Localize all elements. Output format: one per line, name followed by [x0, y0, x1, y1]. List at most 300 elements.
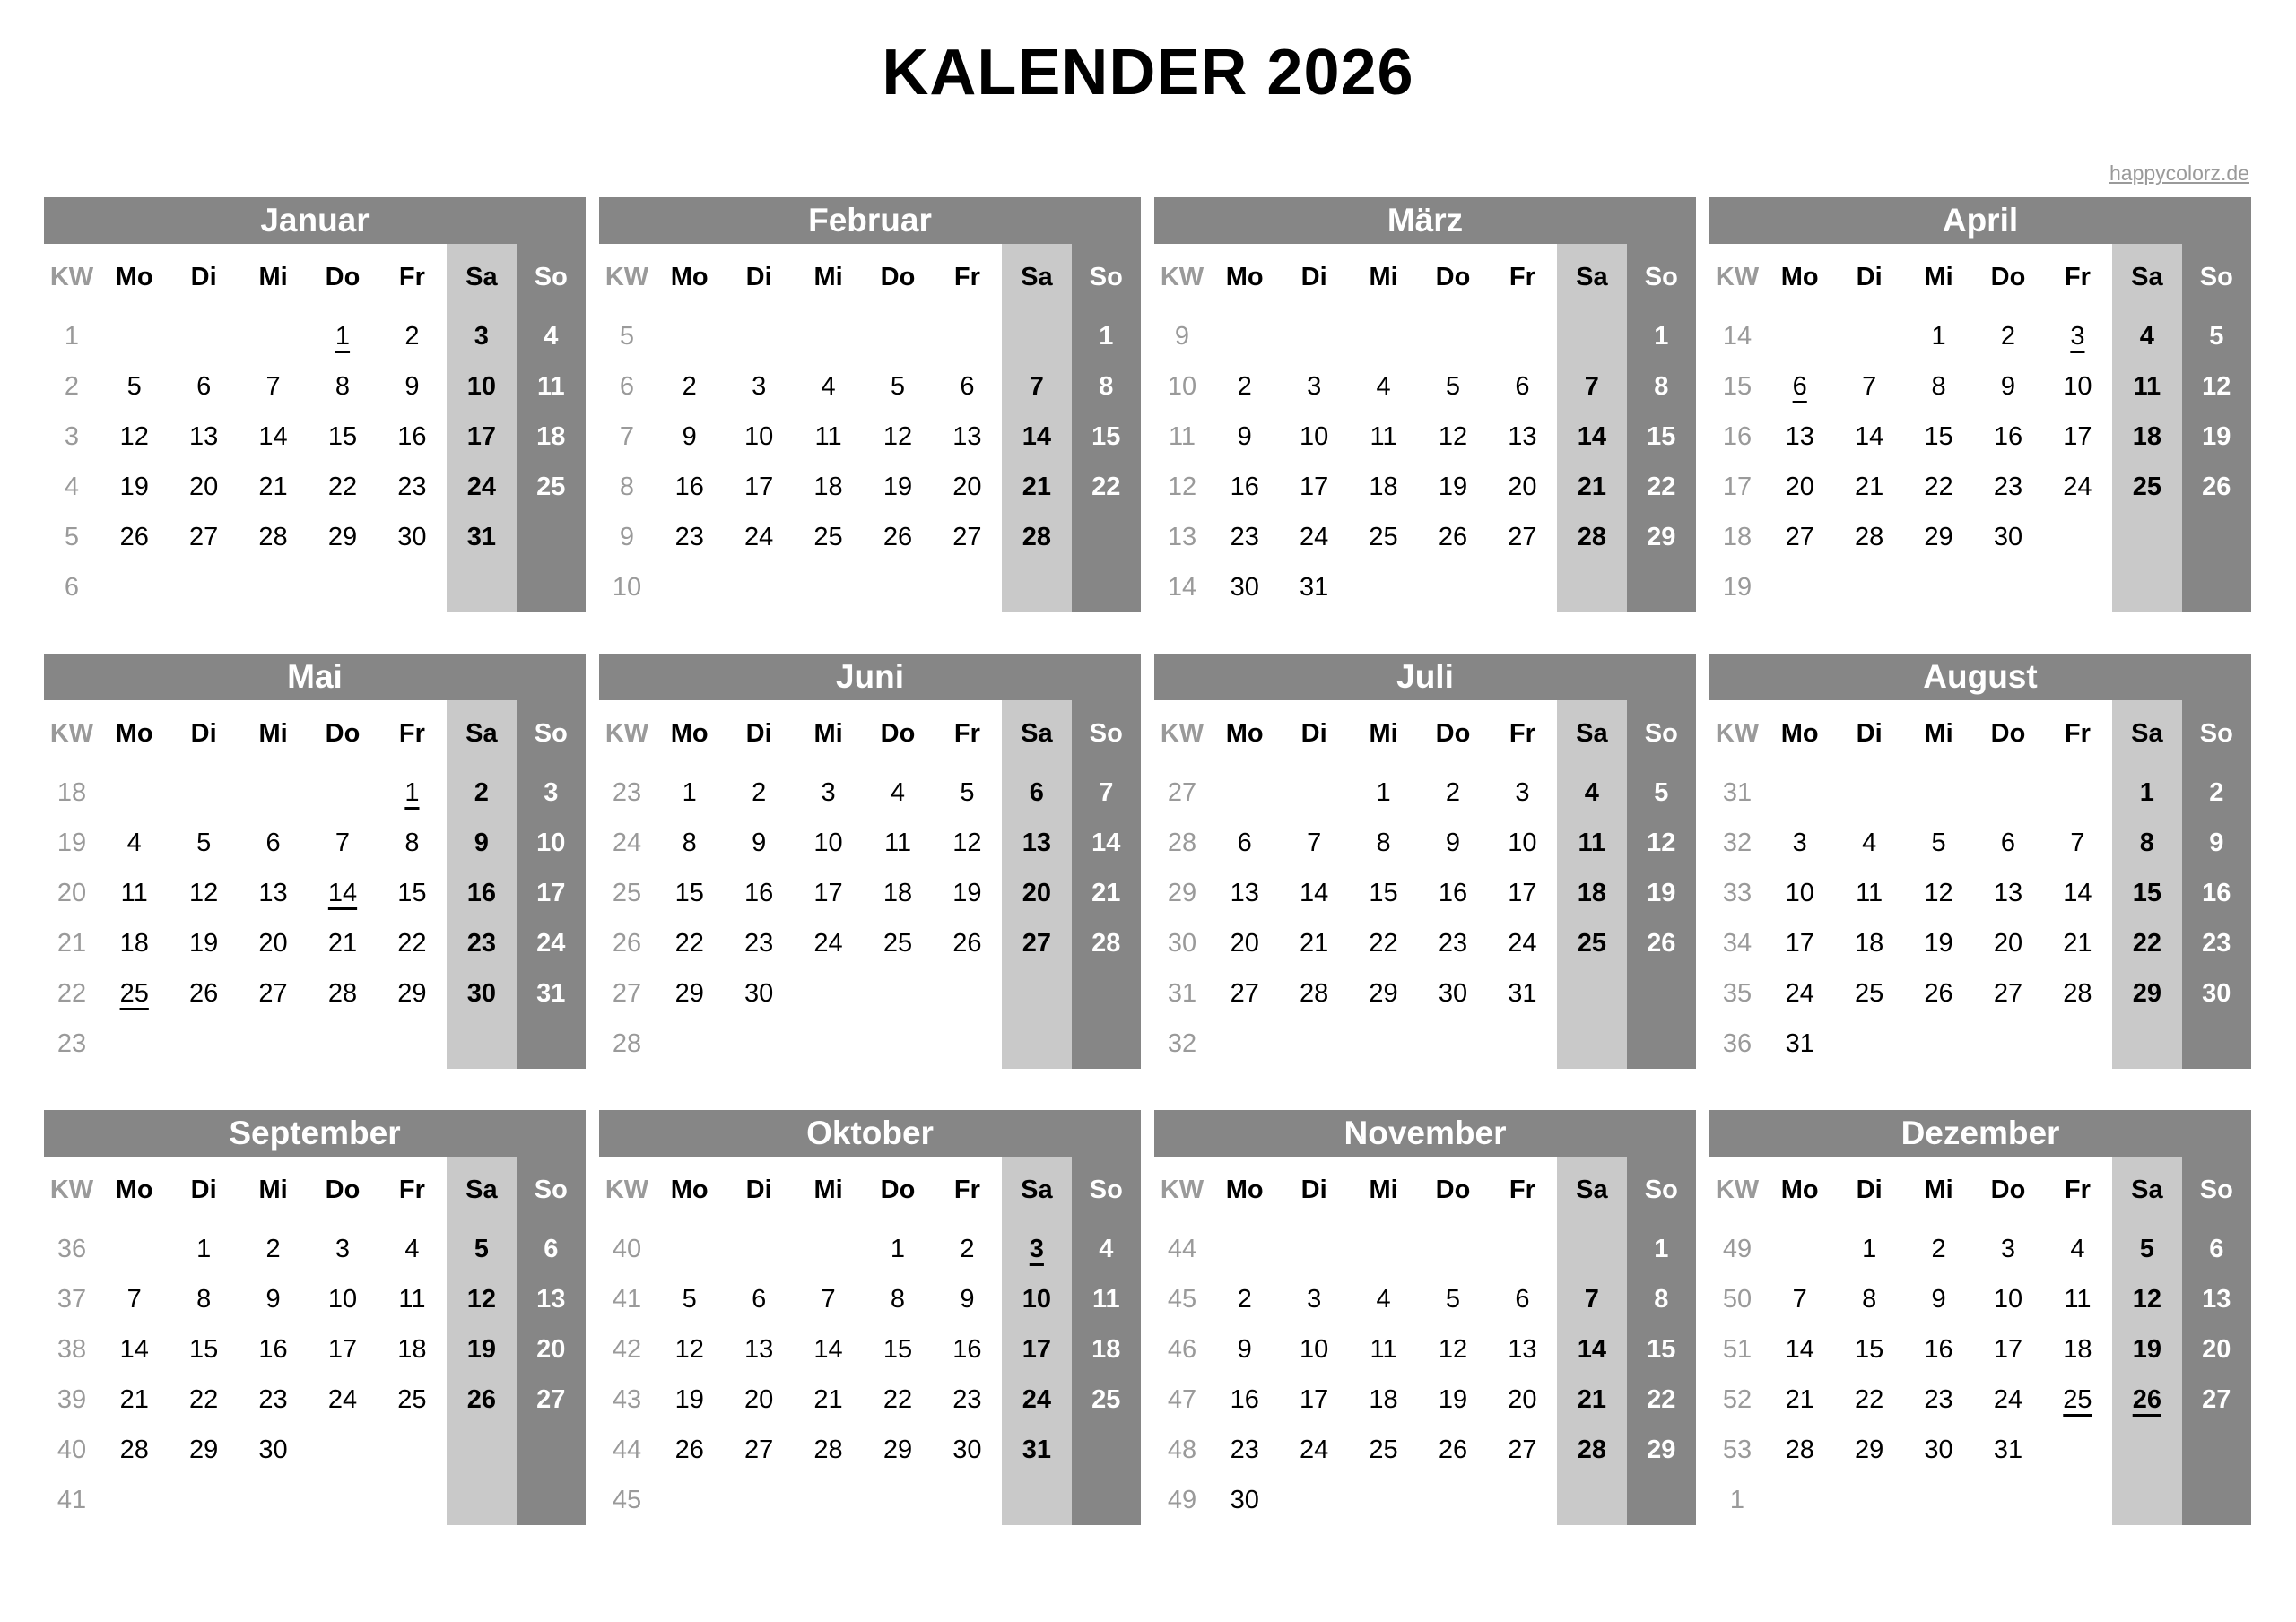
day-cell	[933, 311, 1002, 361]
day-cell	[655, 562, 724, 612]
day-cell	[2043, 512, 2112, 562]
kw-number: 25	[612, 878, 642, 907]
day-cell: 12	[1627, 818, 1696, 868]
day-cell: 22	[883, 1384, 913, 1414]
day-cell: 2	[752, 777, 767, 807]
day-cell	[1557, 968, 1626, 1019]
day-header-kw: KW	[49, 719, 94, 748]
month-title: Mai	[44, 654, 586, 700]
day-cell: 7	[335, 828, 351, 857]
day-header-fr: Fr	[953, 719, 980, 748]
kw-number: 45	[612, 1485, 642, 1514]
day-cell	[1557, 311, 1626, 361]
day-cell: 14	[119, 1334, 149, 1364]
day-cell	[447, 1475, 516, 1525]
day-cell: 4	[2112, 311, 2181, 361]
day-header-kw: KW	[604, 719, 649, 748]
day-cell: 10	[517, 818, 586, 868]
day-header-mo: Mo	[1225, 263, 1264, 291]
day-cell: 9	[1237, 1334, 1252, 1364]
kw-number: 38	[57, 1334, 87, 1364]
day-cell	[1488, 1475, 1557, 1525]
kw-number: 14	[1167, 572, 1197, 602]
day-cell: 10	[813, 828, 843, 857]
day-cell: 13	[1508, 421, 1537, 451]
day-cell: 18	[2063, 1334, 2092, 1364]
month-title: Juli	[1154, 654, 1696, 700]
kw-number: 14	[1722, 321, 1752, 351]
day-cell	[1765, 562, 1834, 612]
day-header-di: Di	[1856, 263, 1883, 291]
day-cell: 18	[883, 878, 913, 907]
day-cell: 14	[1557, 412, 1626, 462]
day-cell: 12	[1438, 1334, 1468, 1364]
day-header-mo: Mo	[670, 1175, 709, 1204]
day-cell: 29	[2112, 968, 2181, 1019]
day-cell: 19	[2182, 412, 2251, 462]
day-header-sa: Sa	[1002, 700, 1071, 768]
day-cell	[794, 968, 863, 1019]
day-cell: 23	[1230, 522, 1259, 551]
day-cell: 25	[813, 522, 843, 551]
day-cell: 2	[1931, 1234, 1946, 1263]
day-cell: 12	[952, 828, 982, 857]
day-cell: 9	[2182, 818, 2251, 868]
day-cell: 12	[447, 1274, 516, 1324]
day-cell: 4	[821, 371, 836, 401]
day-cell: 26	[1438, 522, 1468, 551]
day-cell: 27	[517, 1375, 586, 1425]
day-cell: 11	[1557, 818, 1626, 868]
day-cell: 20	[189, 472, 219, 501]
month-september	[44, 1110, 586, 1525]
day-header-fr: Fr	[953, 1175, 980, 1204]
day-header-sa: Sa	[1557, 244, 1626, 311]
day-cell: 25	[883, 928, 913, 958]
day-cell: 17	[517, 868, 586, 918]
day-cell: 5	[890, 371, 906, 401]
day-cell: 11	[1370, 421, 1397, 451]
day-cell: 16	[1924, 1334, 1953, 1364]
day-cell: 15	[1627, 1324, 1696, 1375]
day-cell: 4	[1376, 1284, 1391, 1314]
kw-number: 6	[619, 371, 635, 401]
day-cell: 30	[1993, 522, 2023, 551]
day-cell: 19	[1438, 472, 1468, 501]
day-cell	[100, 1475, 169, 1525]
day-header-so: So	[1072, 244, 1141, 311]
day-cell: 16	[952, 1334, 982, 1364]
day-cell: 28	[2063, 978, 2092, 1008]
day-cell	[100, 768, 169, 818]
day-cell: 13	[1230, 878, 1259, 907]
day-cell: 2	[960, 1234, 975, 1263]
day-cell: 8	[404, 828, 420, 857]
day-cell	[2182, 562, 2251, 612]
month-table	[44, 1157, 586, 1525]
day-header-sa: Sa	[447, 1157, 516, 1224]
day-cell: 10	[1508, 828, 1537, 857]
day-cell: 5	[960, 777, 975, 807]
day-cell	[1349, 1475, 1418, 1525]
day-cell: 18	[517, 412, 586, 462]
day-cell	[863, 311, 932, 361]
day-cell: 30	[1230, 1485, 1259, 1514]
day-cell: 5	[126, 371, 142, 401]
day-cell: 16	[674, 472, 704, 501]
day-cell	[1834, 1475, 1903, 1525]
month-dezember	[1709, 1110, 2251, 1525]
day-header-so: So	[1072, 700, 1141, 768]
day-cell	[2182, 512, 2251, 562]
day-cell: 26	[674, 1435, 704, 1464]
kw-number: 1	[64, 321, 80, 351]
day-cell: 17	[813, 878, 843, 907]
day-cell: 17	[744, 472, 774, 501]
day-cell	[933, 968, 1002, 1019]
day-cell: 22	[1924, 472, 1953, 501]
day-cell: 21	[1072, 868, 1141, 918]
day-cell: 21	[1855, 472, 1884, 501]
day-cell: 17	[1785, 928, 1814, 958]
day-cell: 20	[1230, 928, 1259, 958]
day-cell: 20	[1508, 1384, 1537, 1414]
day-cell: 14	[1300, 878, 1329, 907]
day-cell: 21	[1002, 462, 1071, 512]
day-cell: 7	[1862, 371, 1877, 401]
day-cell: 21	[1557, 462, 1626, 512]
day-cell: 15	[327, 421, 358, 451]
kw-number: 23	[612, 777, 642, 807]
day-cell	[1418, 1019, 1487, 1069]
page-title: KALENDER 2026	[882, 37, 1414, 108]
day-cell: 30	[397, 522, 427, 551]
day-cell: 12	[674, 1334, 704, 1364]
day-cell	[2112, 1019, 2181, 1069]
kw-number: 8	[619, 472, 635, 501]
day-cell	[794, 1475, 863, 1525]
day-cell: 17	[1508, 878, 1537, 907]
day-cell	[1002, 968, 1071, 1019]
day-cell: 21	[2063, 928, 2092, 958]
day-cell: 16	[1230, 472, 1259, 501]
day-cell	[2112, 1475, 2181, 1525]
day-cell	[794, 562, 863, 612]
day-cell	[239, 1475, 308, 1525]
kw-number: 18	[57, 777, 87, 807]
day-cell: 18	[2112, 412, 2181, 462]
day-cell: 15	[1855, 1334, 1884, 1364]
day-cell: 3	[1515, 777, 1530, 807]
kw-number: 27	[1167, 777, 1197, 807]
day-header-mo: Mo	[1780, 263, 1819, 291]
day-cell: 13	[1785, 421, 1814, 451]
day-cell: 7	[265, 371, 281, 401]
kw-number: 17	[1722, 472, 1752, 501]
day-cell: 23	[1438, 928, 1468, 958]
day-cell: 18	[1855, 928, 1884, 958]
day-cell: 1	[1376, 777, 1391, 807]
day-cell: 15	[1924, 421, 1953, 451]
day-cell: 20	[1993, 928, 2023, 958]
kw-number: 12	[1167, 472, 1197, 501]
day-cell: 29	[1855, 1435, 1884, 1464]
day-cell: 27	[1508, 522, 1537, 551]
day-cell	[2043, 768, 2112, 818]
day-cell	[1557, 562, 1626, 612]
day-cell: 16	[744, 878, 774, 907]
day-cell: 24	[1300, 522, 1329, 551]
day-cell: 19	[119, 472, 149, 501]
day-header-do: Do	[880, 719, 916, 748]
day-header-sa: Sa	[1002, 244, 1071, 311]
day-cell	[2043, 1475, 2112, 1525]
day-cell: 19	[1924, 928, 1953, 958]
kw-number: 4	[64, 472, 80, 501]
day-cell	[2182, 1019, 2251, 1069]
kw-number: 22	[57, 978, 87, 1008]
kw-number: 32	[1167, 1028, 1197, 1058]
day-cell: 14	[1855, 421, 1884, 451]
day-cell: 20	[2182, 1324, 2251, 1375]
day-cell: 30	[258, 1435, 288, 1464]
day-cell: 25	[1557, 918, 1626, 968]
day-cell: 1	[682, 777, 697, 807]
month-title: August	[1709, 654, 2251, 700]
day-cell	[1627, 1019, 1696, 1069]
day-cell: 1	[335, 321, 351, 351]
day-cell: 27	[1230, 978, 1259, 1008]
happycolorz-link[interactable]: happycolorz.de	[2109, 161, 2249, 185]
day-cell: 29	[1369, 978, 1398, 1008]
day-cell: 14	[1072, 818, 1141, 868]
month-marz	[1154, 197, 1696, 612]
kw-number: 20	[57, 878, 87, 907]
day-cell: 15	[1072, 412, 1141, 462]
day-header-so: So	[1627, 1157, 1696, 1224]
day-cell	[239, 311, 308, 361]
month-table	[1709, 1157, 2251, 1525]
day-header-sa: Sa	[1002, 1157, 1071, 1224]
day-cell: 11	[120, 878, 148, 907]
day-cell	[517, 1019, 586, 1069]
day-cell	[1904, 562, 1973, 612]
day-cell: 8	[2112, 818, 2181, 868]
day-cell: 25	[1369, 522, 1398, 551]
day-cell: 29	[1924, 522, 1953, 551]
day-cell	[2182, 1425, 2251, 1475]
day-cell	[1349, 562, 1418, 612]
month-table	[1709, 700, 2251, 1069]
day-cell: 3	[1002, 1224, 1071, 1274]
month-table	[599, 1157, 1141, 1525]
day-cell: 3	[1307, 371, 1322, 401]
day-header-so: So	[517, 700, 586, 768]
day-cell: 29	[883, 1435, 913, 1464]
month-table	[1154, 700, 1696, 1069]
day-header-sa: Sa	[1557, 1157, 1626, 1224]
day-cell	[378, 1475, 447, 1525]
day-header-mo: Mo	[1780, 719, 1819, 748]
day-cell: 25	[397, 1384, 427, 1414]
day-header-mo: Mo	[670, 263, 709, 291]
day-cell: 13	[2182, 1274, 2251, 1324]
day-cell: 26	[2182, 462, 2251, 512]
kw-number: 36	[1722, 1028, 1752, 1058]
day-cell: 23	[744, 928, 774, 958]
day-cell: 22	[189, 1384, 219, 1414]
day-cell	[1072, 1475, 1141, 1525]
day-cell: 10	[1993, 1284, 2023, 1314]
day-cell: 14	[258, 421, 288, 451]
day-cell: 27	[189, 522, 219, 551]
kw-number: 2	[64, 371, 80, 401]
month-table	[1154, 1157, 1696, 1525]
day-cell	[1072, 1425, 1141, 1475]
day-cell: 25	[1369, 1435, 1398, 1464]
day-cell	[517, 1425, 586, 1475]
day-cell	[378, 562, 447, 612]
day-cell	[724, 1224, 793, 1274]
day-cell: 9	[404, 371, 420, 401]
day-cell: 28	[1785, 1435, 1814, 1464]
day-cell: 2	[1445, 777, 1461, 807]
day-header-mo: Mo	[1780, 1175, 1819, 1204]
month-title: November	[1154, 1110, 1696, 1157]
kw-number: 10	[612, 572, 642, 602]
day-cell	[2112, 512, 2181, 562]
day-cell: 17	[2063, 421, 2092, 451]
day-cell: 28	[1300, 978, 1329, 1008]
month-title: September	[44, 1110, 586, 1157]
day-cell: 11	[1856, 878, 1883, 907]
day-cell: 11	[1072, 1274, 1141, 1324]
day-cell: 22	[327, 472, 358, 501]
day-cell: 30	[447, 968, 516, 1019]
day-cell: 5	[682, 1284, 697, 1314]
day-cell	[863, 562, 932, 612]
day-cell: 3	[2000, 1234, 2016, 1263]
day-cell: 6	[960, 371, 975, 401]
month-table	[599, 244, 1141, 612]
day-cell	[100, 1019, 169, 1069]
day-cell: 17	[1300, 472, 1329, 501]
day-cell: 18	[1369, 1384, 1398, 1414]
month-juli	[1154, 654, 1696, 1069]
day-cell: 27	[1785, 522, 1814, 551]
day-cell: 29	[327, 522, 358, 551]
day-cell: 31	[1785, 1028, 1814, 1058]
kw-number: 9	[1174, 321, 1190, 351]
day-cell	[447, 1425, 516, 1475]
day-cell	[1488, 1019, 1557, 1069]
day-cell: 7	[1307, 828, 1322, 857]
day-cell: 9	[265, 1284, 281, 1314]
day-cell: 13	[952, 421, 982, 451]
kw-number: 15	[1722, 371, 1752, 401]
day-cell: 24	[1785, 978, 1814, 1008]
day-cell: 27	[1508, 1435, 1537, 1464]
day-header-fr: Fr	[2064, 719, 2091, 748]
day-cell	[239, 1019, 308, 1069]
day-header-kw: KW	[1715, 719, 1760, 748]
day-cell: 16	[447, 868, 516, 918]
day-cell: 18	[119, 928, 149, 958]
day-cell: 26	[952, 928, 982, 958]
day-cell: 22	[1072, 462, 1141, 512]
day-header-so: So	[2182, 1157, 2251, 1224]
day-cell: 19	[883, 472, 913, 501]
day-header-mo: Mo	[115, 1175, 153, 1204]
day-cell	[517, 1475, 586, 1525]
day-cell: 1	[404, 777, 420, 807]
day-cell: 4	[1072, 1224, 1141, 1274]
day-cell	[1557, 1224, 1626, 1274]
day-cell: 7	[1002, 361, 1071, 412]
day-cell: 12	[189, 878, 219, 907]
day-cell: 20	[517, 1324, 586, 1375]
day-cell	[655, 1224, 724, 1274]
day-cell	[1210, 311, 1279, 361]
day-header-mo: Mo	[115, 263, 153, 291]
day-cell: 29	[674, 978, 704, 1008]
day-cell: 3	[517, 768, 586, 818]
day-cell: 19	[674, 1384, 704, 1414]
day-cell: 6	[752, 1284, 767, 1314]
day-cell: 23	[1993, 472, 2023, 501]
day-cell: 19	[447, 1324, 516, 1375]
day-header-fr: Fr	[953, 263, 980, 291]
day-cell: 3	[821, 777, 836, 807]
day-cell: 8	[1072, 361, 1141, 412]
day-cell: 17	[1993, 1334, 2023, 1364]
day-cell: 7	[2070, 828, 2085, 857]
day-cell: 13	[258, 878, 288, 907]
day-cell	[1765, 1224, 1834, 1274]
day-cell: 30	[952, 1435, 982, 1464]
day-cell	[933, 562, 1002, 612]
day-cell: 12	[119, 421, 149, 451]
day-header-di: Di	[1300, 263, 1327, 291]
day-cell: 13	[517, 1274, 586, 1324]
day-cell: 26	[189, 978, 219, 1008]
month-januar	[44, 197, 586, 612]
day-header-do: Do	[880, 1175, 916, 1204]
kw-number: 35	[1722, 978, 1752, 1008]
day-cell	[1973, 1475, 2042, 1525]
day-cell: 16	[397, 421, 427, 451]
day-header-do: Do	[1990, 263, 2026, 291]
day-cell: 14	[813, 1334, 843, 1364]
day-cell: 21	[813, 1384, 843, 1414]
day-cell: 25	[1072, 1375, 1141, 1425]
day-cell: 22	[1369, 928, 1398, 958]
day-cell	[447, 562, 516, 612]
day-cell: 2	[1237, 1284, 1252, 1314]
month-title: April	[1709, 197, 2251, 244]
day-cell: 7	[1557, 1274, 1626, 1324]
day-cell: 3	[1307, 1284, 1322, 1314]
day-cell: 25	[2063, 1384, 2092, 1414]
day-cell	[1002, 1475, 1071, 1525]
day-cell: 18	[1369, 472, 1398, 501]
day-cell: 13	[1002, 818, 1071, 868]
day-cell	[1557, 1019, 1626, 1069]
day-cell: 28	[119, 1435, 149, 1464]
day-cell: 22	[397, 928, 427, 958]
day-cell: 19	[952, 878, 982, 907]
day-cell: 11	[1370, 1334, 1397, 1364]
